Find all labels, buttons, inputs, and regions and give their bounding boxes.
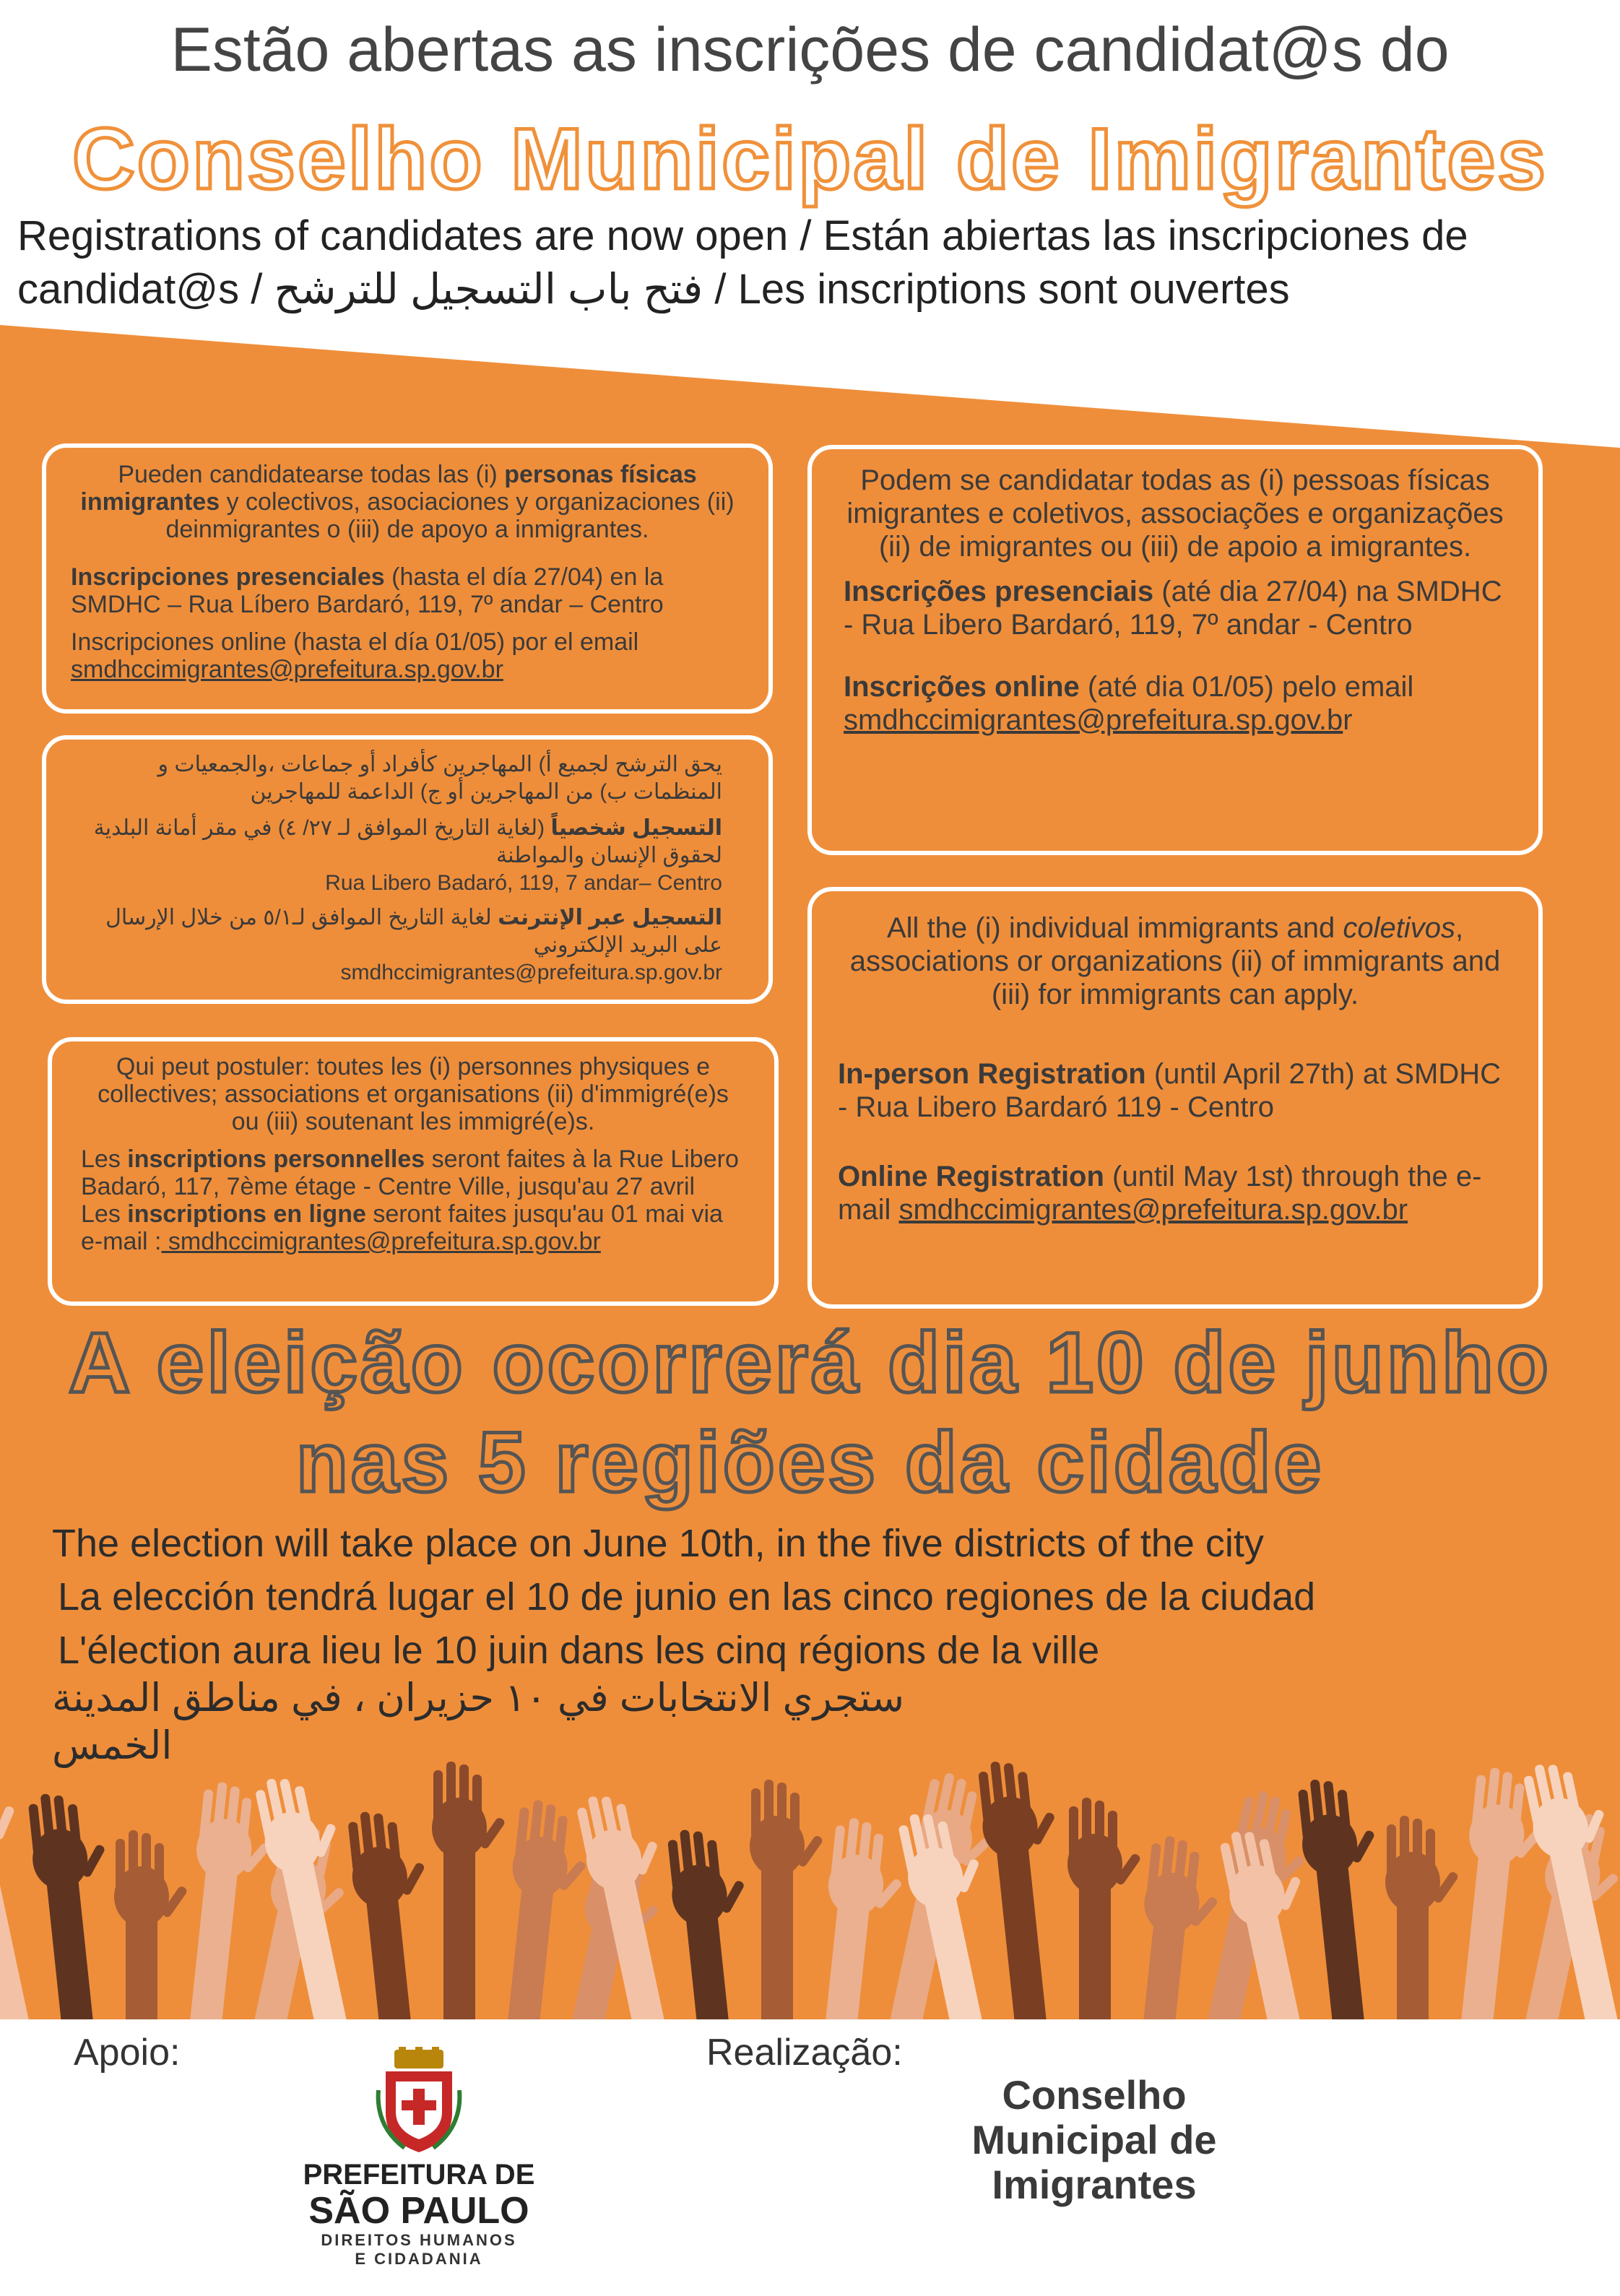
- en-online: Online Registration (until May 1st) through the e-mail smdhccimigrantes@prefeitura.sp.gov.br: [838, 1161, 1482, 1226]
- card-arabic: [42, 735, 773, 1004]
- council-title: Conselho Municipal de Imigrantes: [72, 111, 1548, 207]
- election-french: L'élection aura lieu le 10 juin dans les cinq régions de la ville: [58, 1629, 1100, 1672]
- es-online: Inscripciones online (hasta el día 01/05) por el email: [71, 628, 639, 656]
- election-title-line2: nas 5 regiões da cidade: [295, 1415, 1325, 1510]
- election-spanish: La elección tendrá lugar el 10 de junio en las cinco regiones de la ciudad: [58, 1575, 1316, 1619]
- raised-hand: [1131, 1834, 1225, 2029]
- ar-email-link[interactable]: smdhccimigrantes@prefeitura.sp.gov.br: [340, 961, 722, 984]
- raised-hand: [1296, 1774, 1396, 2029]
- en-intro: All the (i) individual immigrants and coletivos, associations or organizations (ii) of immigrants and (iii) for immigrants can apply.: [849, 912, 1501, 1010]
- es-in-person: Inscripciones presenciales (hasta el día 27/04) en la SMDHC – Rua Líbero Bardaró, 119, 7º andar – Centro: [71, 563, 664, 618]
- es-email-link[interactable]: smdhccimigrantes@prefeitura.sp.gov.br: [71, 656, 503, 683]
- ar-address: Rua Libero Badaró, 119, 7 andar– Centro: [325, 871, 722, 895]
- es-intro: Pueden candidatearse todas las (i) personas físicas inmigrantes y colectivos, asociaciones y organizaciones (ii) deinmigrantes o (iii) de apoyo a inmigrantes.: [80, 461, 735, 543]
- raised-hand: [665, 1824, 760, 2029]
- card-french: [48, 1037, 779, 1306]
- raised-hand: [1067, 1798, 1142, 2029]
- en-in-person: In-person Registration (until April 27th) at SMDHC - Rua Libero Bardaró 119 - Centro: [838, 1058, 1501, 1123]
- organizer-label: Realização:: [706, 2032, 903, 2074]
- council-logo-text: Conselho Municipal de Imigrantes: [971, 2072, 1217, 2207]
- raised-hand: [976, 1756, 1078, 2029]
- support-label: Apoio:: [74, 2032, 181, 2074]
- headline-portuguese: Estão abertas as inscrições de candidat@s do: [170, 15, 1450, 85]
- election-english: The election will take place on June 10th, in the five districts of the city: [52, 1522, 1264, 1565]
- ar-in-person: التسجيل شخصياً (لغاية التاريخ الموافق لـ ٢٧/ ٤) في مقر أمانة البلدية لحقوق الإنسان والمواطنة: [93, 816, 722, 867]
- pt-email-link[interactable]: smdhccimigrantes@prefeitura.sp.gov.b: [844, 704, 1343, 736]
- pt-online: Inscrições online (até dia 01/05) pelo email: [844, 671, 1414, 703]
- election-arabic: ستجري الانتخابات في ١٠ حزيران ، في مناطق المدينة الخمس: [52, 1676, 904, 1767]
- raised-hand: [432, 1762, 506, 2029]
- card-spanish: [42, 443, 773, 714]
- raised-hand: [114, 1830, 189, 2029]
- fr-online: Les inscriptions en ligne seront faites jusqu'au 01 mai via e-mail : smdhccimigrantes@prefeitura.sp.gov.br: [81, 1200, 723, 1255]
- fr-email-link[interactable]: smdhccimigrantes@prefeitura.sp.gov.br: [161, 1228, 601, 1255]
- card-portuguese: [807, 445, 1543, 855]
- pt-in-person: Inscrições presenciais (até dia 27/04) na SMDHC - Rua Libero Bardaró, 119, 7º andar - Centro: [844, 576, 1502, 641]
- pt-email-line: smdhccimigrantes@prefeitura.sp.gov.br: [844, 704, 1353, 736]
- ar-online: التسجيل عبر الإنترنت لغاية التاريخ الموافق لـ٥/١ من خلال الإرسال على البريد الإلكتروني: [105, 906, 722, 957]
- en-email-link[interactable]: smdhccimigrantes@prefeitura.sp.gov.br: [898, 1194, 1408, 1226]
- prefeitura-logo: PREFEITURA DE SÃO PAULO DIREITOS HUMANOS E CIDADANIA: [274, 2047, 563, 2292]
- fr-intro: Qui peut postuler: toutes les (i) personnes physiques e collectives; associations et organisations (ii) d'immigré(e)s ou (iii) soutenant les immigré(e)s.: [98, 1053, 729, 1135]
- fr-in-person: Les inscriptions personnelles seront faites à la Rue Libero Badaró, 117, 7ème étage - Centre Ville, jusqu'au 27 avril: [81, 1145, 739, 1200]
- raised-hand: [750, 1780, 824, 2029]
- raised-hands-illustration: [0, 1726, 1620, 2029]
- raised-hand: [1385, 1816, 1460, 2029]
- pt-intro: Podem se candidatar todas as (i) pessoas físicas imigrantes e coletivos, associações e organizações (ii) de imigrantes ou (iii) de apoio a imigrantes.: [846, 464, 1504, 563]
- election-title-line1: A eleição ocorrerá dia 10 de junho: [68, 1315, 1552, 1411]
- headline-multilingual: Registrations of candidates are now open / Están abiertas las inscripciones de candidat@s / فتح باب التسجيل للترشح / Les inscriptions sont ouvertes: [17, 212, 1468, 313]
- ar-intro: يحق الترشح لجميع أ) المهاجرين كأفراد أو جماعات ،والجمعيات و المنظمات ب) من المهاجرين أو ج) الداعمة للمهاجرين: [157, 753, 722, 804]
- card-english: [807, 887, 1543, 1309]
- raised-hand: [345, 1806, 442, 2029]
- raised-hand: [26, 1788, 125, 2029]
- sao-paulo-coat-of-arms-icon: [376, 2047, 462, 2155]
